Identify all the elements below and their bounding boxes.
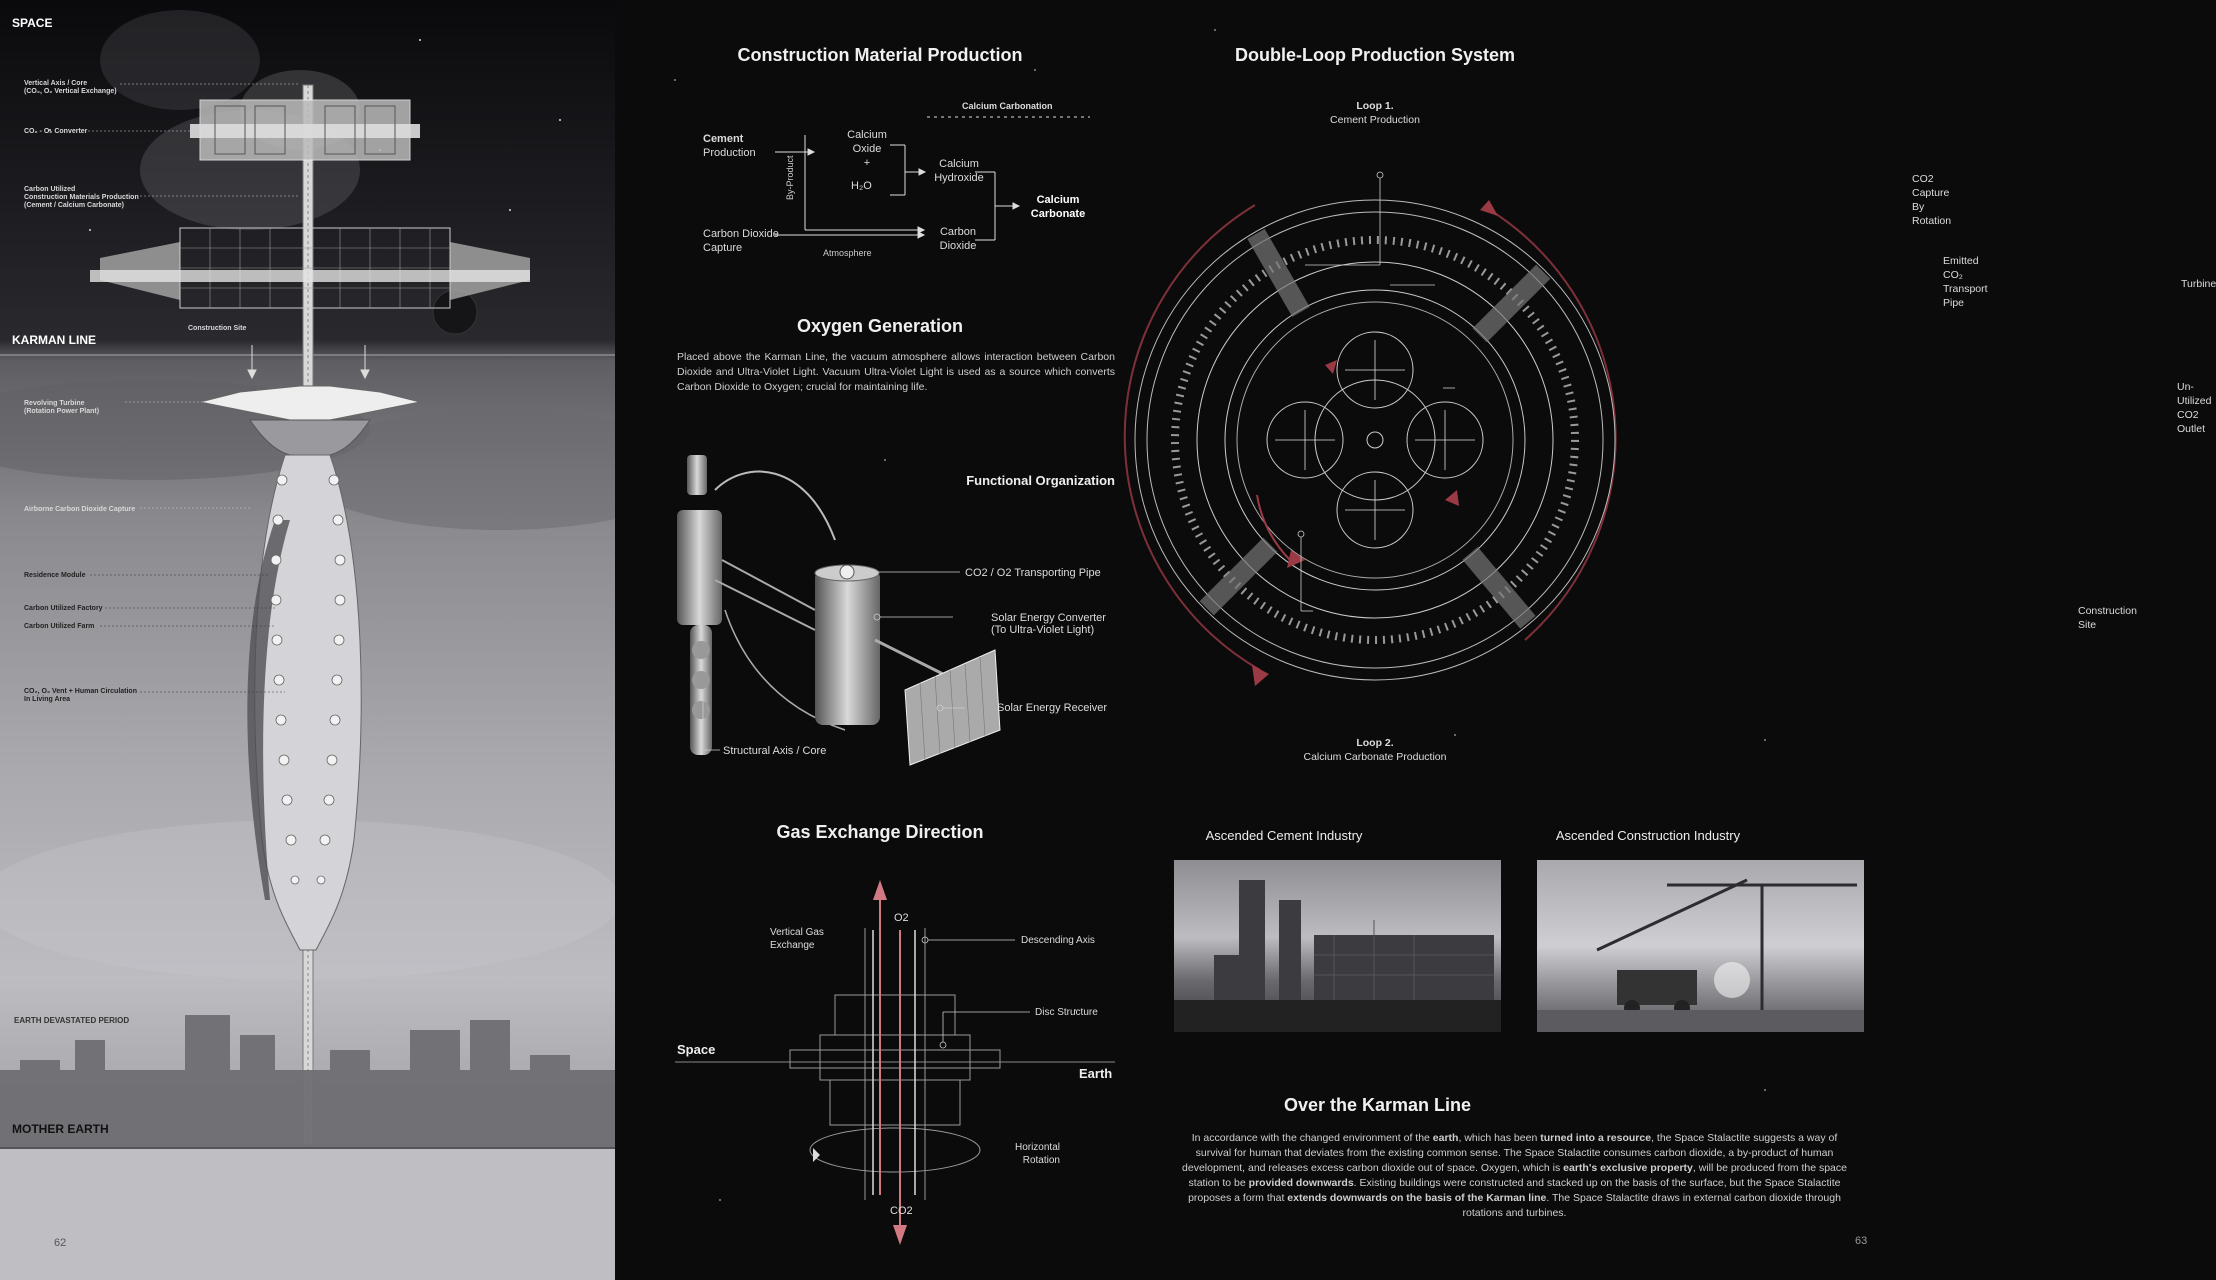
double-loop-title: Double-Loop Production System xyxy=(1234,45,1515,65)
carbon-capture-label: Carbon Dioxide Capture xyxy=(703,228,779,254)
karman-line-label: KARMAN LINE xyxy=(12,333,96,347)
loop1-label: Loop 1. Cement Production xyxy=(1330,100,1420,126)
co2-outlet-label: Un-Utilized CO2 Outlet xyxy=(2177,381,2212,435)
calcium-carbonation-label: Calcium Carbonation xyxy=(962,101,1053,111)
material-production-title: Construction Material Production xyxy=(737,45,1023,65)
construction-site-label: Construction Site xyxy=(2078,605,2137,631)
transport-pipe-label: CO2 / O2 Transporting Pipe xyxy=(965,567,1101,579)
cement-industry-photo xyxy=(1174,860,1501,1032)
loop2-label: Loop 2. Calcium Carbonate Production xyxy=(1303,737,1447,763)
annotation-construction-site: Construction Site xyxy=(188,325,247,332)
co2-label: CO2 xyxy=(890,1205,913,1217)
gas-exchange-diagram xyxy=(615,860,1135,1260)
h2o-label: H₂O xyxy=(851,180,872,192)
disc-structure-label: Disc Structure xyxy=(1035,1007,1098,1018)
calcium-oxide-label: Calcium Oxide + xyxy=(847,129,887,169)
construction-industry-photo xyxy=(1537,860,1864,1032)
earth-side-label: Earth xyxy=(1079,1066,1113,1081)
atmosphere-label: Atmosphere xyxy=(823,248,872,258)
left-page-illustration xyxy=(0,0,615,1280)
carbon-dioxide-label: Carbon Dioxide xyxy=(939,226,977,252)
solar-receiver-label: Solar Energy Receiver xyxy=(997,702,1108,714)
karman-paragraph: In accordance with the changed environment of the earth, which has been turned into a resource, the Space Stalactite suggests a way of survival for human that deviates from the existing common sense. The Space Stalactite consumes carbon dioxide, a by-product of human development, and releases excess carbon dioxide out of space. Oxygen, which is earth's exclusive property, will be produced from the space station to be provided downwards. Existing buildings were constructed and stacked up on the basis of the surface, but the Space Stalactite proposes a form that extends downwards on the basis of the Karman line. The Space Stalactite draws in external carbon dioxide through rotations and turbines. xyxy=(1182,1132,1847,1219)
turbine-label: Turbine xyxy=(2181,278,2216,290)
annotation-vertical-axis: Vertical Axis / Core (CO₂, O₂ Vertical Exchange) xyxy=(24,80,117,95)
horizontal-rotation-label: Horizontal Rotation xyxy=(1014,1142,1060,1166)
functional-organization-title: Functional Organization xyxy=(966,473,1115,488)
annotation-turbine: Revolving Turbine (Rotation Power Plant) xyxy=(24,400,100,415)
structural-axis-label: Structural Axis / Core xyxy=(723,745,827,757)
mother-earth-label: MOTHER EARTH xyxy=(12,1122,109,1136)
emitted-pipe-label: Emitted CO₂ Transport Pipe xyxy=(1943,255,1988,309)
functional-leader-lines xyxy=(615,0,1135,780)
annotation-converter: CO₂ - O₂ Converter xyxy=(24,128,88,135)
construction-industry-caption: Ascended Construction Industry xyxy=(1555,828,1741,843)
devastated-label: EARTH DEVASTATED PERIOD xyxy=(14,1016,130,1025)
oxygen-generation-text: Placed above the Karman Line, the vacuum atmosphere allows interaction between Carbon Dioxide and Ultra-Violet Light. Vacuum Ultra-Violet Light is used as a source which converts Carbon Dioxide to Oxygen; crucial for maintaining life. xyxy=(677,351,1115,393)
annotation-residence: Residence Module xyxy=(24,572,86,579)
calcium-carbonate-label: Calcium Carbonate xyxy=(1030,194,1086,220)
calcium-hydroxide-label: Calcium Hydroxide xyxy=(934,158,984,184)
annotation-airborne: Airborne Carbon Dioxide Capture xyxy=(24,506,136,513)
gas-exchange-title: Gas Exchange Direction xyxy=(776,822,984,842)
annotation-farm: Carbon Utilized Farm xyxy=(24,623,95,630)
annotation-factory: Carbon Utilized Factory xyxy=(24,605,103,612)
by-product-label: By-Product xyxy=(785,155,795,200)
karman-title: Over the Karman Line xyxy=(1283,1095,1472,1115)
annotation-vent: CO₂, O₂ Vent + Human Circulation In Living Area xyxy=(24,688,137,703)
right-page xyxy=(615,0,2216,1280)
o2-label: O2 xyxy=(894,912,909,924)
cement-production-label: Cement Production xyxy=(703,133,756,159)
page-number-right: 63 xyxy=(1855,1235,1868,1247)
space-label: SPACE xyxy=(12,16,53,30)
page-number-left: 62 xyxy=(54,1237,67,1249)
annotation-carbon-utilized: Carbon Utilized Construction Materials Production (Cement / Calcium Carbonate) xyxy=(24,186,139,209)
oxygen-generation-title: Oxygen Generation xyxy=(796,316,964,336)
cement-industry-caption: Ascended Cement Industry xyxy=(1205,828,1363,843)
space-side-label: Space xyxy=(677,1042,716,1057)
descending-axis-label: Descending Axis xyxy=(1021,935,1095,946)
co2-capture-label: CO2 Capture By Rotation xyxy=(1912,173,1952,227)
solar-converter-label: Solar Energy Converter (To Ultra-Violet Light) xyxy=(991,612,1106,636)
vertical-exchange-label: Vertical Gas Exchange xyxy=(770,927,824,951)
double-loop-ring-diagram xyxy=(1195,140,1575,740)
